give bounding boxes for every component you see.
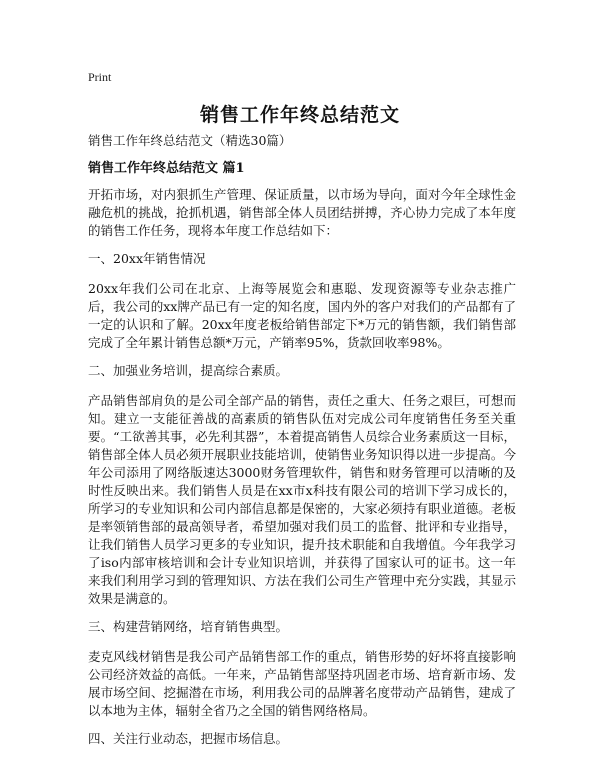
print-label: Print bbox=[88, 70, 112, 84]
section-paragraph-3: 麦克风线材销售是我公司产品销售部工作的重点，销售形势的好坏将直接影响公司经济效益的高低。一年来，产品销售部坚持巩固老市场、培育新市场、发展市场空间、挖掘潜在市场，利用我公司的品牌著名度带动产品销售，建成了以本地为主体，辐射全省乃之全国的销售网络格局。 bbox=[88, 649, 516, 718]
document-subtitle: 销售工作年终总结范文（精选30篇） bbox=[88, 133, 292, 148]
intro-paragraph: 开拓市场，对内狠抓生产管理、保证质量，以市场为导向，面对今年全球性金融危机的挑战，抢抓机遇，销售部全体人员团结拼搏，齐心协力完成了本年度的销售工作任务，现将本年度工作总结如下： bbox=[88, 187, 516, 238]
article-heading: 销售工作年终总结范文 篇1 bbox=[88, 161, 245, 176]
document-body bbox=[88, 132, 516, 760]
section-heading-3: 三、构建营销网络，培育销售典型。 bbox=[88, 619, 289, 634]
document-title: 销售工作年终总结范文 bbox=[199, 104, 400, 126]
section-heading-4: 四、关注行业动态，把握市场信息。 bbox=[88, 731, 289, 746]
section-paragraph-2: 产品销售部肩负的是公司全部产品的销售，责任之重大、任务之艰巨，可想而知。建立一支能征善战的高素质的销售队伍对完成公司年度销售任务至关重要。“工欲善其事，必先利其器”，本着提高销售人员综合业务素质这一目标，销售部全体人员必须开展职业技能培训，使销售业务知识得以进一步提高。今年公司添用了网络版速达3000财务管理软件，销售和财务管理可以清晰的及时性反映出来。我们销售人员是在xx市x科技有限公司的培训下学习成长的，所学习的专业知识和公司内部信息都是保密的，大家必须持有职业道德。老板是率领销售部的最高领导者，希望加强对我们员工的监督、批评和专业指导，让我们销售人员学习更多的专业知识，提升技术职能和自我增值。今年我学习了iso内部审核培训和会计专业知识培训，并获得了国家认可的证书。这一年来我们利用学习到的管理知识、方法在我们公司生产管理中充分实践，其显示效果是满意的。 bbox=[88, 393, 516, 606]
section-heading-1: 一、20xx年销售情况 bbox=[88, 251, 206, 266]
section-paragraph-1: 20xx年我们公司在北京、上海等展览会和惠聪、发现资源等专业杂志推广后，我公司的xx牌产品已有一定的知名度，国内外的客户对我们的产品都有了一定的认识和了解。20xx年度老板给销售部定下*万元的销售额，我们销售部完成了全年累计销售总额*万元，产销率95%，货款回收率98%。 bbox=[88, 281, 516, 350]
section-heading-2: 二、加强业务培训，提高综合素质。 bbox=[88, 363, 289, 378]
